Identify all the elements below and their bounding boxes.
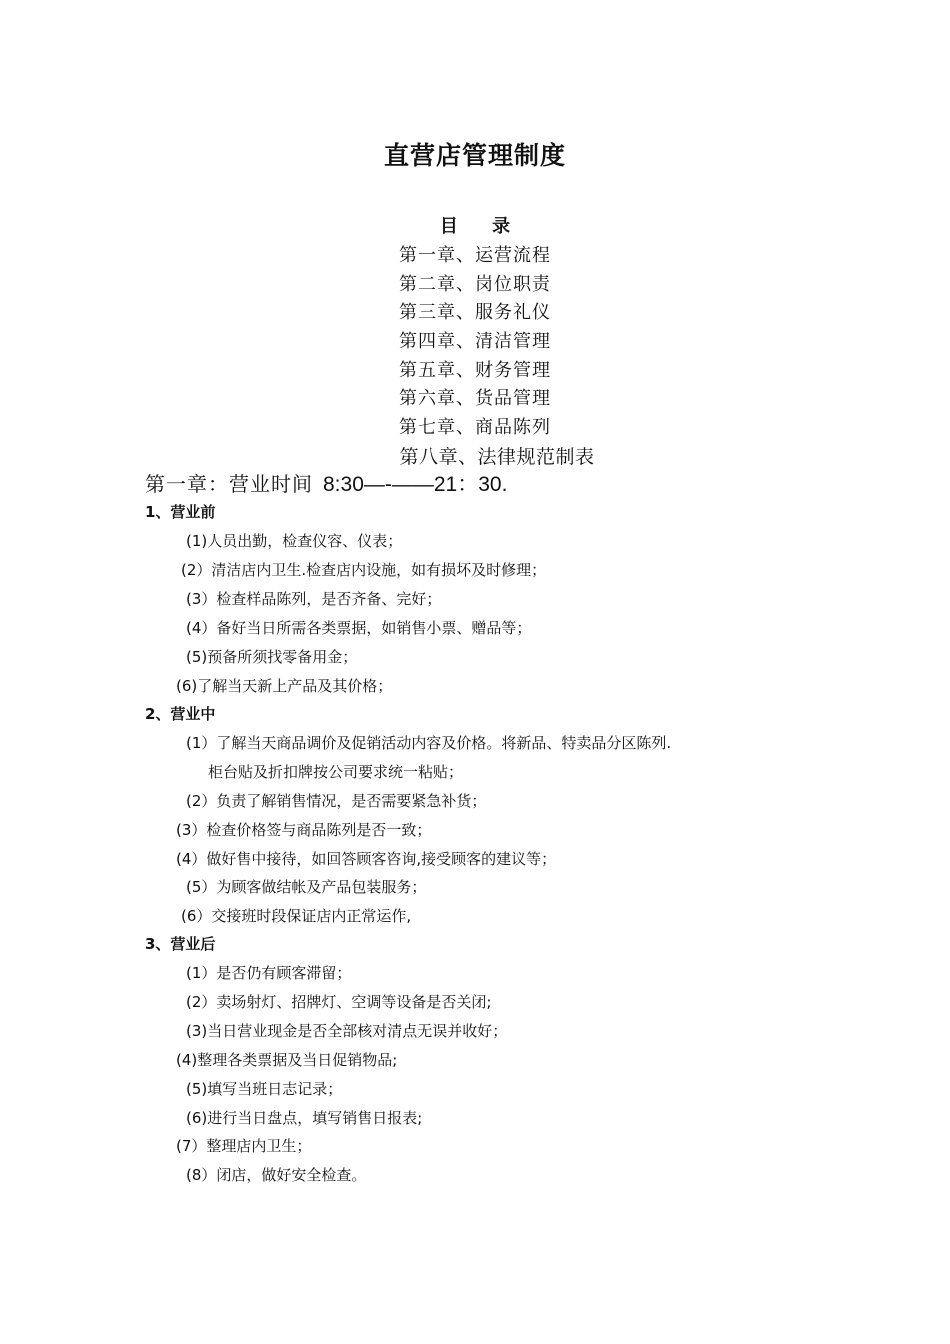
list-item: (2）负责了解销售情况，是否需要紧急补货；: [186, 792, 487, 810]
chapter-label: 第一章：营业时间: [145, 472, 313, 496]
toc-item: 第七章、商品陈列: [399, 417, 551, 439]
list-item: (2）清洁店内卫生.检查店内设施，如有损坏及时修理；: [181, 561, 547, 579]
document-title: 直营店管理制度: [383, 141, 566, 170]
list-item-suffix: 安全检查。: [291, 1166, 367, 1184]
toc-item: 第三章、服务礼仪: [399, 302, 551, 324]
section-heading: 1、营业前: [145, 503, 216, 521]
table-of-contents: [0, 242, 950, 472]
list-item: [186, 1164, 366, 1186]
toc-item: 第五章、财务管理: [399, 359, 551, 381]
section-heading: 2、营业中: [145, 705, 216, 723]
list-item: (4）做好售中接待，如回答顾客咨询,接受顾客的建议等；: [176, 850, 557, 868]
list-item: (2）卖场射灯、招牌灯、空调等设备是否关闭;: [186, 993, 492, 1011]
list-item: (1)人员出勤，检查仪容、仪表；: [186, 532, 403, 550]
list-item: (1）是否仍有顾客滞留；: [186, 964, 352, 982]
toc-heading: 目 录: [439, 216, 525, 237]
list-item: (6)了解当天新上产品及其价格；: [176, 677, 393, 695]
toc-item: 第六章、货品管理: [399, 388, 551, 410]
list-item: (5)预备所须找零备用金；: [186, 648, 358, 666]
toc-item: 第八章、法律规范制表: [399, 445, 595, 468]
toc-item: 第四章、清洁管理: [399, 331, 551, 353]
list-item: (4)整理各类票据及当日促销物品;: [176, 1051, 398, 1069]
list-item: (5)填写当班日志记录；: [186, 1080, 343, 1098]
section-heading: 3、营业后: [145, 935, 216, 953]
list-item-prefix: (8）: [186, 1166, 217, 1184]
list-item: (7）整理店内卫生；: [176, 1137, 312, 1155]
list-item-serif-text: 闭店，做好: [216, 1166, 292, 1184]
list-item: (1）了解当天商品调价及促销活动内容及价格。将新品、特卖品分区陈列.: [186, 734, 672, 752]
list-item: (6）交接班时段保证店内正常运作,: [181, 907, 412, 925]
list-item: (3)当日营业现金是否全部核对清点无误并收好；: [186, 1022, 508, 1040]
list-item: (4）备好当日所需各类票据，如销售小票、赠品等；: [186, 619, 532, 637]
toc-item: 第二章、岗位职责: [399, 273, 551, 295]
business-hours: 8:30—-——21：30.: [323, 473, 508, 496]
chapter-heading: [145, 470, 507, 499]
list-item-continuation: 柜台贴及折扣牌按公司要求统一粘贴；: [208, 763, 464, 781]
list-item: (6)进行当日盘点，填写销售日报表;: [186, 1109, 423, 1127]
list-item: (3）检查样品陈列，是否齐备、完好；: [186, 590, 442, 608]
list-item: (5）为顾客做结帐及产品包装服务；: [186, 878, 427, 896]
list-item: (3）检查价格签与商品陈列是否一致；: [176, 821, 432, 839]
toc-item: 第一章、运营流程: [399, 245, 551, 266]
